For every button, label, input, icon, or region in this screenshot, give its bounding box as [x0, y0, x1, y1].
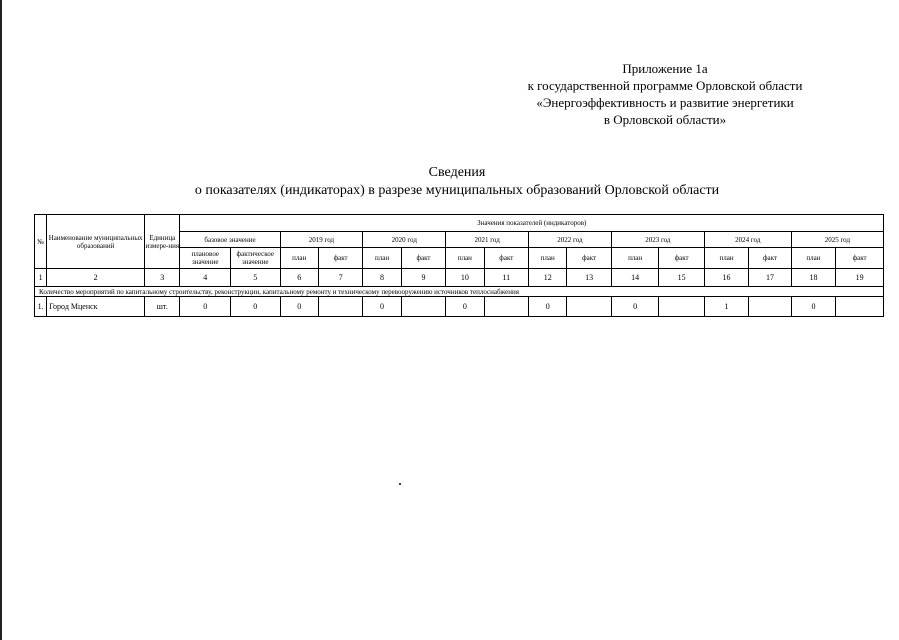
- column-number: 5: [231, 269, 281, 287]
- header-fact: факт: [401, 248, 445, 269]
- table-row: [35, 297, 884, 317]
- row-no: 1.: [35, 297, 47, 317]
- header-year: 2022 год: [529, 232, 612, 248]
- scan-speck: [399, 483, 401, 485]
- column-number: 17: [749, 269, 791, 287]
- row-name: Город Мценск: [47, 297, 145, 317]
- row-value: 0: [446, 297, 484, 317]
- header-plan: план: [280, 248, 318, 269]
- appendix-line-3: «Энергоэффективность и развитие энергетики: [536, 95, 794, 110]
- column-number: 6: [280, 269, 318, 287]
- document-title: [0, 164, 899, 200]
- appendix-line-4: в Орловской области»: [603, 112, 727, 127]
- row-value: 0: [529, 297, 567, 317]
- header-fact: факт: [836, 248, 884, 269]
- indicators-table: [34, 214, 884, 317]
- column-number: 12: [529, 269, 567, 287]
- column-number: 15: [659, 269, 704, 287]
- header-year: 2021 год: [446, 232, 529, 248]
- header-plan: план: [446, 248, 484, 269]
- column-number: 11: [484, 269, 528, 287]
- header-base-plan: плановое значение: [180, 248, 231, 269]
- header-plan: план: [704, 248, 748, 269]
- header-name: Наименование муниципальных образований: [47, 215, 145, 269]
- row-value: [484, 297, 528, 317]
- row-value: 0: [363, 297, 401, 317]
- header-fact: факт: [567, 248, 611, 269]
- column-number: 10: [446, 269, 484, 287]
- header-fact: факт: [749, 248, 791, 269]
- column-number: 9: [401, 269, 445, 287]
- header-year: 2020 год: [363, 232, 446, 248]
- row-value: 0: [180, 297, 231, 317]
- row-value: 0: [611, 297, 658, 317]
- row-unit: шт.: [145, 297, 180, 317]
- title-line-1: Сведения: [428, 165, 486, 180]
- row-value: 0: [280, 297, 318, 317]
- row-value: [659, 297, 704, 317]
- column-number: 16: [704, 269, 748, 287]
- header-unit: Единица измере-ния: [145, 215, 180, 269]
- header-fact: факт: [318, 248, 362, 269]
- row-value: 1: [704, 297, 748, 317]
- column-number: 13: [567, 269, 611, 287]
- column-number: 19: [836, 269, 884, 287]
- row-value: [401, 297, 445, 317]
- column-number: 3: [145, 269, 180, 287]
- row-value: 0: [791, 297, 835, 317]
- row-value: 0: [231, 297, 281, 317]
- appendix-line-2: к государственной программе Орловской области: [527, 78, 803, 93]
- header-year: 2025 год: [791, 232, 883, 248]
- row-value: [836, 297, 884, 317]
- section-title: Количество мероприятий по капитальному строительству, реконструкции, капитальному ремонту и техническому перевооружению источников теплоснабжения: [35, 287, 884, 297]
- appendix-line-1: Приложение 1а: [622, 61, 708, 76]
- header-fact: факт: [484, 248, 528, 269]
- header-plan: план: [363, 248, 401, 269]
- row-value: [567, 297, 611, 317]
- column-number-row: [35, 269, 884, 287]
- column-number: 18: [791, 269, 835, 287]
- column-number: 8: [363, 269, 401, 287]
- header-base: базовое значение: [180, 232, 280, 248]
- row-value: [318, 297, 362, 317]
- column-number: 1: [35, 269, 47, 287]
- header-indicators: Значения показателей (индикаторов): [180, 215, 884, 232]
- header-year: 2019 год: [280, 232, 363, 248]
- row-value: [749, 297, 791, 317]
- column-number: 14: [611, 269, 658, 287]
- appendix-header: [490, 60, 840, 128]
- header-plan: план: [529, 248, 567, 269]
- column-number: 2: [47, 269, 145, 287]
- column-number: 4: [180, 269, 231, 287]
- header-base-fact: фактическое значение: [231, 248, 281, 269]
- header-plan: план: [611, 248, 658, 269]
- header-no: №: [35, 215, 47, 269]
- column-number: 7: [318, 269, 362, 287]
- header-plan: план: [791, 248, 835, 269]
- header-year: 2023 год: [611, 232, 704, 248]
- header-row-1: [35, 215, 884, 232]
- scan-left-edge: [0, 0, 2, 640]
- title-line-2: о показателях (индикаторах) в разрезе муниципальных образований Орловской области: [194, 183, 720, 198]
- header-fact: факт: [659, 248, 704, 269]
- header-year: 2024 год: [704, 232, 791, 248]
- section-row: [35, 287, 884, 297]
